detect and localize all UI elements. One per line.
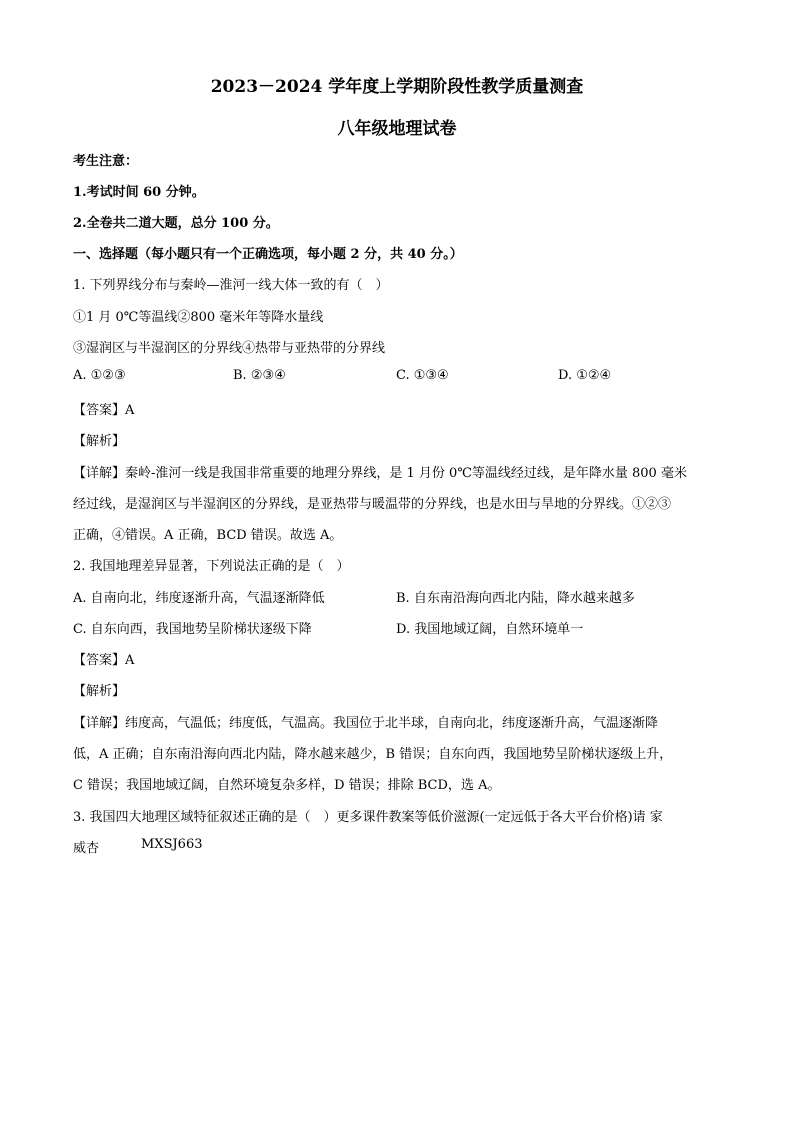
notice-heading: 考生注意： [73,154,139,169]
notice-item-1: 1.考试时间 60 分钟。 [73,185,205,200]
exam-subtitle: 八年级地理试卷 [337,119,457,139]
section-heading: 一、选择题（每小题只有一个正确选项，每小题 2 分，共 40 分。） [73,247,463,262]
q1-answer: 【答案】A [73,403,135,418]
q1-detail-3: 正确，④错误。A 正确，BCD 错误。故选 A。 [73,528,343,543]
q1-line-2: ③湿润区与半湿润区的分界线④热带与亚热带的分界线 [73,341,386,356]
q1-option-d: D. ①②④ [558,368,612,383]
q3-line-2-b: MXSJ663 [141,837,203,852]
q1-option-c: C. ①③④ [396,368,449,383]
q2-detail-3: C 错误；我国地域辽阔，自然环境复杂多样，D 错误；排除 BCD，选 A。 [73,778,501,793]
q2-option-c: C. 自东向西，我国地势呈阶梯状逐级下降 [73,622,312,637]
notice-item-2: 2.全卷共二道大题，总分 100 分。 [73,216,279,231]
exam-title: 2023－2024 学年度上学期阶段性教学质量测查 [210,77,584,97]
q1-detail-2: 经过线，是湿润区与半湿润区的分界线，是亚热带与暖温带的分界线，也是水田与旱地的分界线。①②③ [73,497,672,512]
q1-stem: 1. 下列界线分布与秦岭—淮河一线大体一致的有（ ） [73,278,389,293]
q2-analysis: 【解析】 [73,684,126,699]
q2-stem: 2. 我国地理差异显著，下列说法正确的是（ ） [73,559,350,574]
q1-analysis: 【解析】 [73,434,126,449]
q2-option-a: A. 自南向北，纬度逐渐升高，气温逐渐降低 [73,591,325,606]
q2-detail-1: 【详解】纬度高，气温低；纬度低，气温高。我国位于北半球，自南向北，纬度逐渐升高，气温逐渐降 [73,716,659,731]
q1-line-1: ①1 月 0℃等温线②800 毫米年等降水量线 [73,310,324,325]
q2-option-d: D. 我国地域辽阔，自然环境单一 [396,622,584,637]
q1-option-b: B. ②③④ [233,368,286,383]
q1-detail-1: 【详解】秦岭-淮河一线是我国非常重要的地理分界线，是 1 月份 0℃等温线经过线，是年降水量 800 毫米 [73,466,687,481]
q3-line-2-a: 威杏 [73,841,100,856]
q2-option-b: B. 自东南沿海向西北内陆，降水越来越多 [396,591,635,606]
q2-detail-2: 低，A 正确；自东南沿海向西北内陆，降水越来越少，B 错误；自东向西，我国地势呈阶梯状逐级上升， [73,747,673,762]
q1-option-a: A. ①②③ [73,368,126,383]
q3-stem: 3. 我国四大地理区域特征叙述正确的是（ ）更多课件教案等低价滋源(一定远低于各大平台价格)请 家 [73,810,663,825]
q2-answer: 【答案】A [73,653,135,668]
